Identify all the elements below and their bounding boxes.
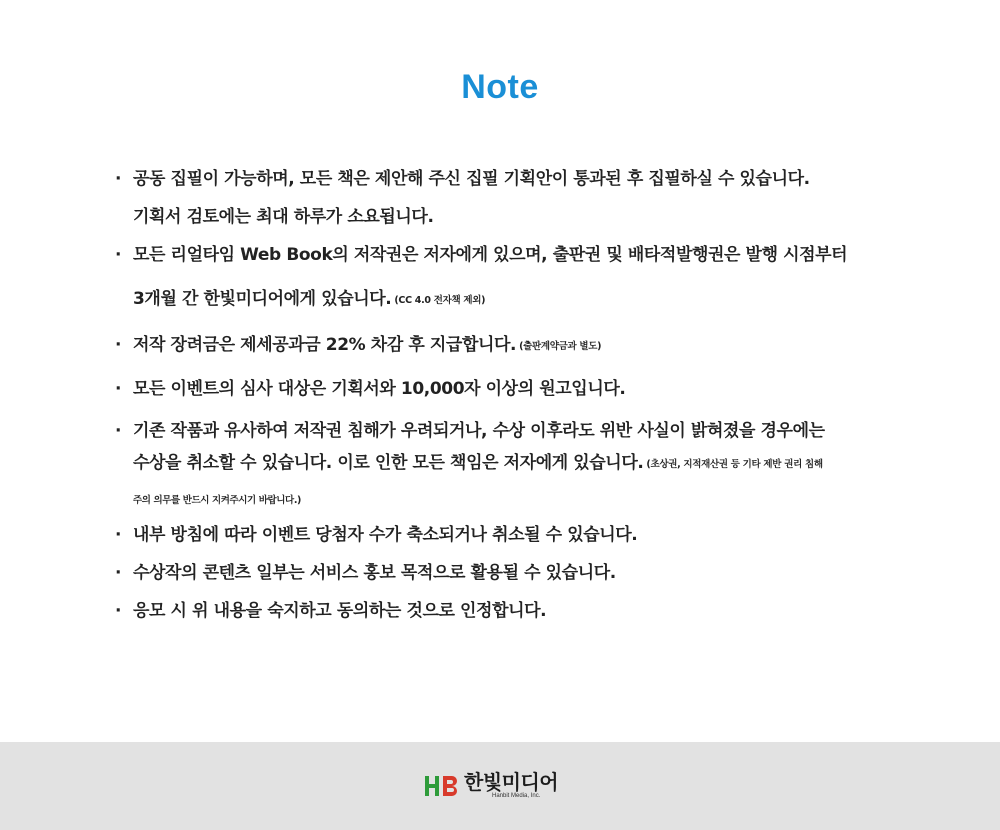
page-title: Note [461, 68, 539, 106]
note-footnote: (CC 4.0 전자책 제외) [394, 295, 486, 306]
bullet-icon: · [115, 335, 122, 355]
note-text-continued [133, 277, 915, 323]
hb-logo-icon [424, 774, 460, 798]
note-text-continued: 기획서 검토에는 최대 하루가 소요됩니다. [133, 207, 434, 227]
note-text: 저작 장려금은 제세공과금 22% 차감 후 지급합니다. [133, 335, 517, 355]
logo-english-name: Hanbit Media, Inc. [492, 793, 541, 799]
note-footnote: (초상권, 지적재산권 등 기타 제반 권리 침해 [646, 459, 823, 470]
note-text: 모든 이벤트의 심사 대상은 기획서와 10,000자 이상의 원고입니다. [133, 379, 626, 399]
note-list [115, 163, 915, 627]
note-text: 응모 시 위 내용을 숙지하고 동의하는 것으로 인정합니다. [133, 601, 547, 621]
list-item [115, 415, 915, 509]
bullet-icon: · [115, 245, 122, 265]
note-text-line: 수상을 취소할 수 있습니다. 이로 인한 모든 책임은 저자에게 있습니다. [133, 453, 644, 473]
list-item [115, 329, 915, 363]
list-item [115, 557, 915, 589]
bullet-icon: · [115, 169, 122, 189]
list-item [115, 239, 915, 323]
note-footnote-continued: 주의 의무를 반드시 지켜주시기 바랍니다.) [133, 495, 301, 506]
logo-korean-name: 한빛미디어 [464, 770, 559, 794]
bullet-icon: · [115, 421, 122, 441]
list-item [115, 595, 915, 627]
bullet-icon: · [115, 379, 122, 399]
note-text: 내부 방침에 따라 이벤트 당첨자 수가 축소되거나 취소될 수 있습니다. [133, 525, 638, 545]
footer [0, 742, 1000, 830]
list-item [115, 519, 915, 551]
note-text: 기존 작품과 유사하여 저작권 침해가 우려되거나, 수상 이후라도 위반 사실이 밝혀졌을 경우에는 [133, 421, 825, 441]
note-text: 공동 집필이 가능하며, 모든 책은 제안해 주신 집필 기획안이 통과된 후 집필하실 수 있습니다. [133, 169, 810, 189]
bullet-icon: · [115, 601, 122, 621]
note-text: 모든 리얼타임 Web Book의 저작권은 저자에게 있으며, 출판권 및 배타적발행권은 발행 시점부터 [133, 245, 848, 265]
logo-wordmark [464, 772, 558, 800]
note-text-line: 3개월 간 한빛미디어에게 있습니다. [133, 289, 392, 309]
hanbit-media-logo [424, 772, 558, 800]
list-item [115, 163, 915, 233]
note-footnote: (출판계약금과 별도) [519, 341, 602, 352]
list-item [115, 373, 915, 405]
note-text: 수상작의 콘텐츠 일부는 서비스 홍보 목적으로 활용될 수 있습니다. [133, 563, 616, 583]
bullet-icon: · [115, 525, 122, 545]
bullet-icon: · [115, 563, 122, 583]
note-text-continued [133, 447, 915, 481]
